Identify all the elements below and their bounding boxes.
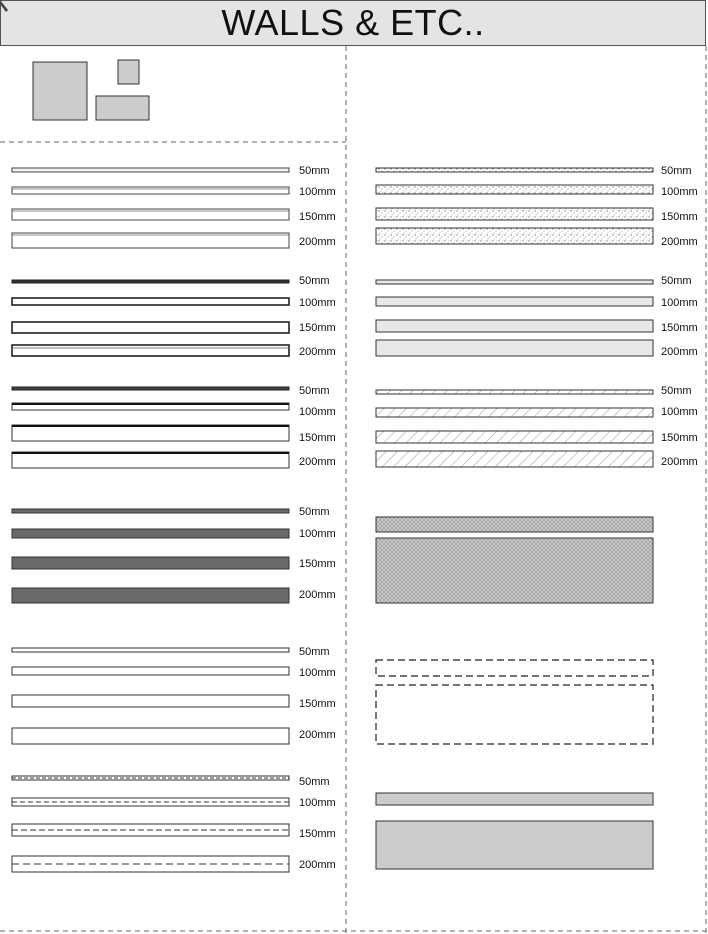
wall-50mm [12, 648, 289, 652]
size-label: 200mm [661, 236, 698, 248]
size-label: 100mm [299, 406, 336, 418]
size-label: 100mm [299, 186, 336, 198]
wall-100mm [376, 297, 653, 306]
size-label: 100mm [299, 297, 336, 309]
block-swatches-icon [33, 60, 149, 120]
size-label: 50mm [661, 275, 692, 287]
left-group-single-outline [12, 646, 336, 744]
wall-150mm [376, 431, 653, 443]
wall-150mm [12, 695, 289, 707]
right-group-crosshatch-blocks [376, 517, 653, 603]
size-label: 150mm [299, 698, 336, 710]
wall-150mm [376, 208, 653, 220]
right-group-dashed-outline-blocks [376, 660, 653, 744]
size-label: 100mm [299, 667, 336, 679]
size-label: 150mm [661, 211, 698, 223]
wall-50mm [376, 280, 653, 284]
wall-200mm [376, 340, 653, 356]
wall-150mm [12, 322, 289, 333]
wall-200mm [12, 588, 289, 603]
size-label: 100mm [661, 297, 698, 309]
size-label: 50mm [661, 165, 692, 177]
size-label: 150mm [661, 322, 698, 334]
wall-50mm [376, 390, 653, 394]
size-label: 100mm [661, 186, 698, 198]
size-label: 50mm [661, 385, 692, 397]
size-label: 150mm [661, 432, 698, 444]
right-group-light-fill [376, 275, 698, 358]
size-label: 50mm [299, 165, 330, 177]
size-label: 200mm [299, 729, 336, 741]
dashed-strip [376, 660, 653, 676]
dashed-block [376, 685, 653, 744]
size-label: 50mm [299, 385, 330, 397]
wall-150mm [12, 425, 289, 441]
grey-block [376, 821, 653, 869]
wall-150mm [376, 320, 653, 332]
left-group-double-line [12, 165, 336, 248]
right-group-diagonal-hatch [376, 385, 698, 468]
size-label: 100mm [661, 406, 698, 418]
size-label: 200mm [299, 346, 336, 358]
crosshatch-block [376, 538, 653, 603]
size-label: 150mm [299, 432, 336, 444]
wall-50mm [12, 387, 289, 390]
wall-100mm [12, 529, 289, 538]
right-group-stipple [376, 165, 698, 248]
left-group-dark-filled [12, 506, 336, 603]
wall-200mm [12, 452, 289, 468]
wall-200mm [12, 345, 289, 356]
size-label: 100mm [299, 528, 336, 540]
wall-50mm [12, 280, 289, 283]
size-label: 50mm [299, 275, 330, 287]
wall-100mm [376, 185, 653, 194]
wall-200mm [12, 728, 289, 744]
size-label: 150mm [299, 211, 336, 223]
size-label: 150mm [299, 558, 336, 570]
wall-100mm [12, 298, 289, 305]
size-label: 200mm [661, 346, 698, 358]
size-label: 150mm [299, 322, 336, 334]
wall-50mm [12, 168, 289, 172]
wall-200mm [376, 228, 653, 244]
wall-200mm [376, 451, 653, 467]
crosshatch-strip [376, 517, 653, 532]
size-label: 100mm [299, 797, 336, 809]
left-group-heavy-line [12, 275, 336, 358]
wall-50mm [12, 509, 289, 513]
wall-100mm [12, 187, 289, 194]
size-label: 200mm [299, 589, 336, 601]
wall-150mm [12, 557, 289, 569]
left-group-thick-top-line [12, 385, 336, 468]
grey-strip [376, 793, 653, 805]
wall-100mm [376, 408, 653, 417]
size-label: 200mm [661, 456, 698, 468]
right-group-grey-blocks [376, 793, 653, 869]
left-group-center-dashed [12, 776, 336, 872]
size-label: 150mm [299, 828, 336, 840]
size-label: 200mm [299, 236, 336, 248]
size-label: 200mm [299, 859, 336, 871]
wall-100mm [12, 667, 289, 675]
size-label: 200mm [299, 456, 336, 468]
size-label: 50mm [299, 776, 330, 788]
page-title: WALLS & ETC.. [221, 2, 485, 43]
size-label: 50mm [299, 646, 330, 658]
size-label: 50mm [299, 506, 330, 518]
wall-50mm [376, 168, 653, 172]
